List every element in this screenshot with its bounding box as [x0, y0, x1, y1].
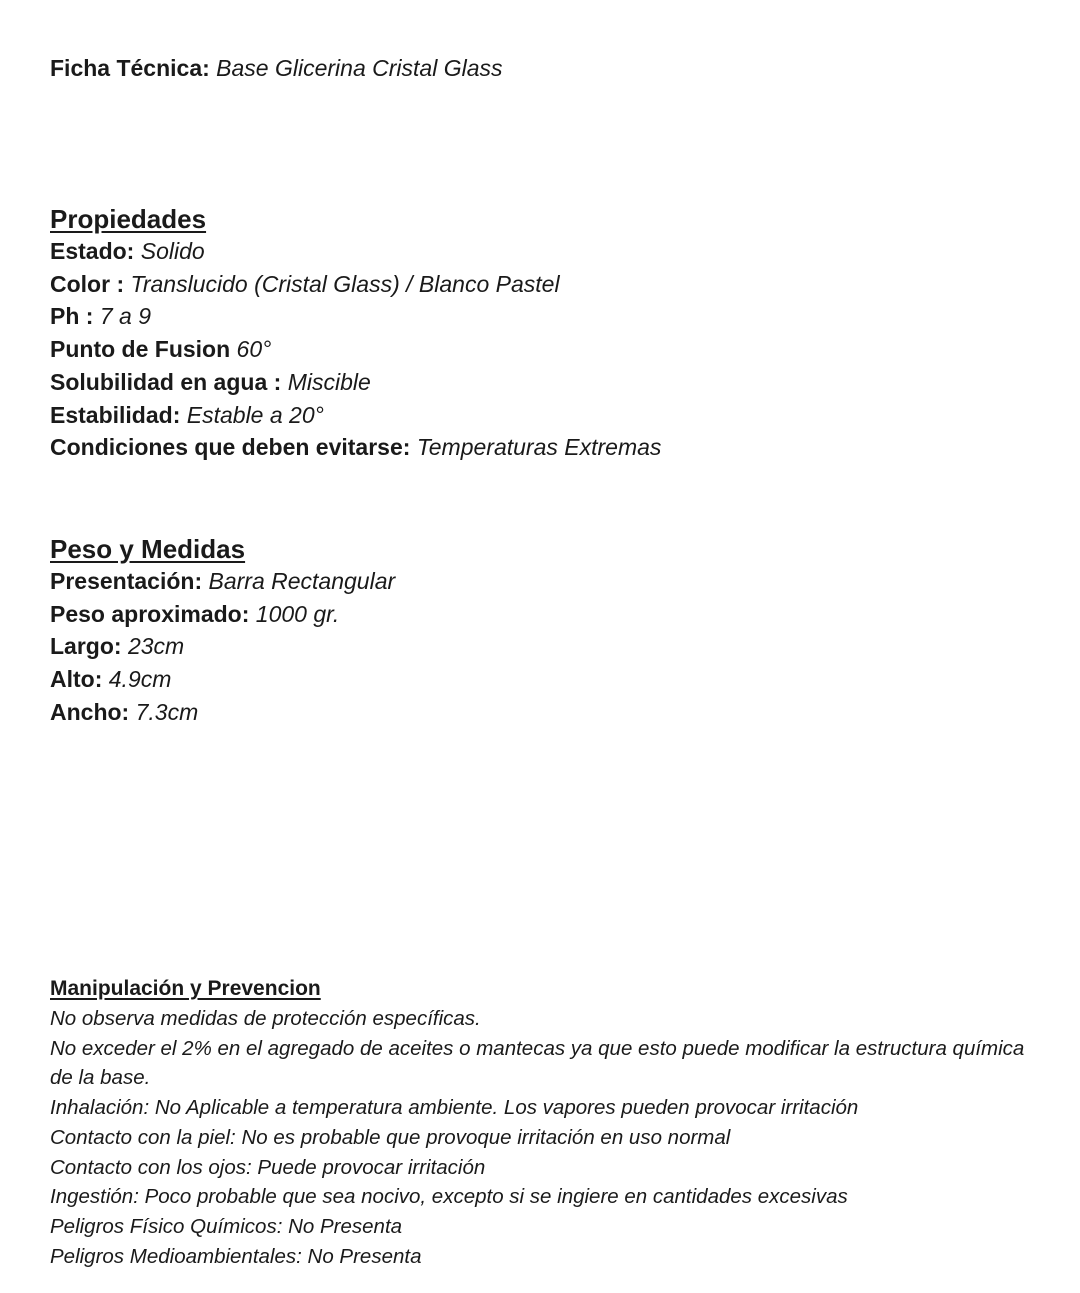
property-label: Solubilidad en agua :: [50, 368, 282, 395]
property-value: Temperaturas Extremas: [416, 434, 662, 461]
manipulacion-line: No observa medidas de protección específicas.: [50, 1007, 481, 1030]
manipulacion-line: Peligros Físico Químicos: No Presenta: [50, 1214, 403, 1238]
property-value: Solido: [140, 238, 205, 264]
property-value: 23cm: [127, 633, 185, 660]
property-label: Alto:: [50, 666, 103, 693]
title-value: Base Glicerina Cristal Glass: [216, 55, 503, 81]
property-alto: [50, 663, 1050, 696]
property-condiciones: [50, 431, 1050, 464]
section-heading-peso-medidas: Peso y Medidas: [50, 534, 246, 564]
property-punto-fusion: [50, 333, 1050, 366]
property-label: Ph :: [50, 303, 94, 330]
property-value: Miscible: [287, 368, 371, 395]
property-label: Estado:: [50, 238, 135, 264]
property-label: Condiciones que deben evitarse:: [50, 434, 411, 461]
manipulacion-line: Contacto con la piel: No es probable que provoque irritación en uso normal: [50, 1125, 731, 1149]
property-ph: [50, 300, 1050, 333]
property-ancho: [50, 696, 1050, 729]
manipulacion-line: Inhalación: No Aplicable a temperatura ambiente. Los vapores pueden provocar irritación: [50, 1096, 859, 1120]
property-label: Peso aproximado:: [50, 600, 250, 627]
property-solubilidad: [50, 366, 1050, 399]
property-value: 4.9cm: [108, 666, 172, 693]
property-label: Punto de Fusion: [50, 336, 231, 363]
property-label: Ancho:: [50, 698, 130, 725]
property-value: Translucido (Cristal Glass) / Blanco Pastel: [130, 270, 560, 297]
manipulacion-line: Contacto con los ojos: Puede provocar irritación: [50, 1155, 486, 1179]
property-value: 7 a 9: [99, 303, 151, 330]
section-peso-medidas: [50, 533, 1050, 729]
property-presentacion: [50, 565, 1050, 598]
section-heading-propiedades: Propiedades: [50, 204, 207, 234]
property-value: 60°: [236, 336, 272, 363]
property-color: [50, 268, 1050, 301]
manipulacion-line: Ingestión: Poco probable que sea nocivo, excepto si se ingiere en cantidades excesivas: [50, 1185, 848, 1209]
section-heading-manipulacion: Manipulación y Prevencion: [50, 977, 321, 1000]
section-propiedades: [50, 203, 1050, 464]
property-value: 1000 gr.: [255, 600, 340, 627]
property-value: 7.3cm: [135, 698, 199, 725]
property-value: Barra Rectangular: [208, 568, 396, 594]
property-label: Color :: [50, 270, 125, 297]
property-peso: [50, 598, 1050, 631]
property-label: Presentación:: [50, 568, 203, 594]
property-label: Largo:: [50, 633, 122, 660]
property-value: Estable a 20°: [186, 401, 324, 428]
section-manipulacion: [50, 974, 1050, 1271]
property-estabilidad: [50, 399, 1050, 432]
property-largo: [50, 630, 1050, 663]
property-estado: [50, 235, 1050, 268]
title-label: Ficha Técnica:: [50, 55, 210, 81]
manipulacion-line: No exceder el 2% en el agregado de aceites o mantecas ya que esto puede modificar la estructura química de la base.: [50, 1036, 1025, 1090]
manipulacion-line: Peligros Medioambientales: No Presenta: [50, 1244, 422, 1268]
document-title: [50, 52, 502, 84]
property-label: Estabilidad:: [50, 401, 181, 428]
